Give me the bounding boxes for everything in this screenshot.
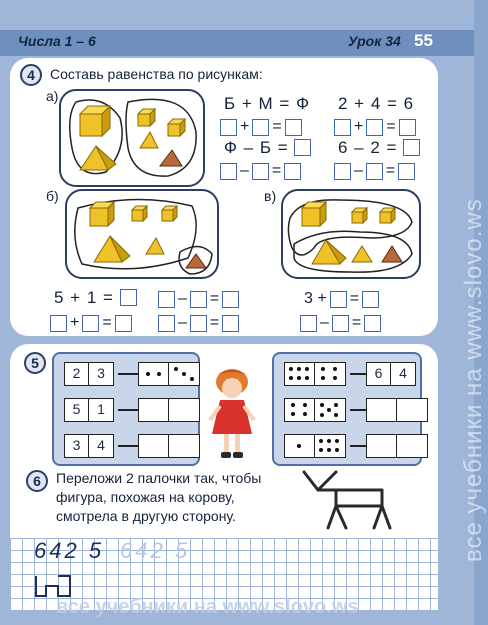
minus-sign: – — [320, 314, 329, 331]
answer-box[interactable] — [220, 119, 237, 136]
answer-box[interactable] — [300, 315, 317, 332]
label-v: в) — [264, 188, 277, 204]
equals-sign: = — [385, 162, 396, 179]
domino-frame-right — [272, 352, 422, 466]
minus-sign: – — [178, 314, 187, 331]
minus-sign: – — [240, 162, 249, 179]
cow-figure-icon — [296, 468, 392, 534]
domino-frame-left — [52, 352, 200, 466]
eq-a1-letters: Б + М = Ф — [224, 94, 310, 113]
domino-half: 4 — [399, 365, 407, 381]
answer-box[interactable] — [50, 315, 67, 332]
answer-box[interactable] — [399, 119, 416, 136]
number-domino — [64, 434, 114, 458]
task-6-line-3: смотрела в другую сторону. — [56, 508, 236, 524]
plus-sign: + — [354, 118, 364, 135]
answer-box[interactable] — [82, 315, 99, 332]
eq-a2-letters — [224, 138, 311, 158]
empty-domino[interactable] — [138, 434, 200, 458]
domino-half — [139, 363, 169, 385]
watermark-bottom: все учебники на www.slovo.ws — [56, 596, 359, 618]
minus-sign: – — [178, 290, 187, 307]
handwritten-digits: 642 5 — [34, 538, 105, 563]
answer-box[interactable] — [220, 163, 237, 180]
answer-box[interactable] — [158, 315, 175, 332]
girl-icon — [202, 364, 262, 466]
domino-half: 6 — [367, 363, 391, 385]
answer-box[interactable] — [294, 139, 311, 156]
eq-v-boxes-1 — [304, 290, 379, 308]
task-number-badge: 6 — [26, 470, 48, 492]
label-a: а) — [46, 88, 59, 104]
answer-box[interactable] — [366, 163, 383, 180]
dot-domino — [284, 398, 346, 422]
domino-half: 3 — [65, 435, 89, 457]
eq-v-boxes-2 — [300, 314, 381, 332]
dot-domino — [284, 434, 346, 458]
equals-sign: = — [349, 290, 360, 307]
label-b: б) — [46, 188, 59, 204]
answer-box[interactable] — [120, 289, 137, 306]
domino-half — [315, 399, 345, 421]
empty-domino[interactable] — [366, 398, 428, 422]
answer-box[interactable] — [252, 119, 269, 136]
girl-illustration — [202, 364, 262, 466]
task-6-line-2: фигура, похожая на корову, — [56, 489, 235, 505]
answer-box[interactable] — [403, 139, 420, 156]
task-4-instruction: Составь равенства по рисункам: — [50, 66, 263, 82]
answer-box[interactable] — [190, 291, 207, 308]
number-domino — [366, 362, 416, 386]
empty-domino[interactable] — [138, 398, 200, 422]
task-6-line-1: Переложи 2 палочки так, чтобы — [56, 470, 262, 486]
domino-half — [315, 363, 345, 385]
equals-sign: = — [209, 314, 220, 331]
minus-sign: – — [354, 162, 363, 179]
answer-box[interactable] — [330, 291, 347, 308]
domino-half: 5 — [65, 399, 89, 421]
eq-a2-boxes — [220, 162, 301, 180]
equals-sign: = — [272, 118, 282, 135]
subject-title: Числа 1 – 6 — [18, 33, 96, 49]
equals-sign: = — [271, 162, 282, 179]
picture-v-svg — [280, 188, 422, 280]
eq-b-start — [54, 288, 137, 308]
answer-box[interactable] — [284, 163, 301, 180]
picture-b-svg — [64, 188, 220, 280]
domino-half: 1 — [97, 401, 105, 417]
picture-b — [64, 188, 220, 280]
domino-half — [169, 363, 199, 385]
answer-box[interactable] — [222, 291, 239, 308]
answer-box[interactable] — [190, 315, 207, 332]
eq-b-start-text: 5 + 1 = — [54, 288, 114, 307]
eq-b-boxes-3 — [158, 314, 239, 332]
answer-box[interactable] — [366, 119, 383, 136]
watermark-vertical-text: все учебники на www.slovo.ws — [460, 198, 487, 562]
answer-box[interactable] — [362, 291, 379, 308]
eq-a2-boxes-2 — [334, 162, 415, 180]
picture-a-svg — [58, 88, 206, 188]
answer-box[interactable] — [334, 119, 351, 136]
equals-sign: = — [386, 118, 396, 135]
matchstick-cow — [296, 468, 392, 534]
dot-domino — [284, 362, 346, 386]
picture-v — [280, 188, 422, 280]
picture-a — [58, 88, 206, 188]
answer-box[interactable] — [398, 163, 415, 180]
answer-box[interactable] — [252, 163, 269, 180]
equals-sign: = — [351, 314, 362, 331]
number-domino — [64, 398, 114, 422]
domino-half — [285, 363, 315, 385]
answer-box[interactable] — [158, 291, 175, 308]
answer-box[interactable] — [285, 119, 302, 136]
eq-a2-numbers — [338, 138, 420, 158]
answer-box[interactable] — [115, 315, 132, 332]
pattern-drawing-icon — [34, 574, 84, 598]
eq-a1-boxes-2 — [334, 118, 416, 136]
eq-a2-letters-text: Ф – Б = — [224, 138, 289, 157]
number-domino — [64, 362, 114, 386]
page-header — [0, 30, 474, 56]
domino-half — [285, 435, 315, 457]
task-4-panel — [10, 58, 438, 336]
dot-domino — [138, 362, 200, 386]
page-number: 55 — [414, 31, 433, 50]
plus-sign: + — [70, 314, 80, 331]
lesson-label: Урок 34 — [348, 33, 401, 49]
domino-half: 2 — [65, 363, 89, 385]
equals-sign: = — [209, 290, 220, 307]
task-number-badge: 4 — [20, 64, 42, 86]
eq-a1-boxes — [220, 118, 302, 136]
watermark-vertical — [430, 92, 487, 562]
eq-a2-numbers-text: 6 – 2 = — [338, 138, 398, 157]
plus-sign: + — [240, 118, 250, 135]
cube-icon — [80, 106, 110, 136]
answer-box[interactable] — [364, 315, 381, 332]
domino-half: 4 — [97, 437, 105, 453]
eq-a1-numbers: 2 + 4 = 6 — [338, 94, 415, 113]
answer-box[interactable] — [222, 315, 239, 332]
equals-sign: = — [102, 314, 112, 331]
answer-box[interactable] — [332, 315, 349, 332]
domino-half — [285, 399, 315, 421]
eq-b-boxes-2 — [50, 314, 132, 332]
task-number-badge: 5 — [24, 352, 46, 374]
answer-box[interactable] — [334, 163, 351, 180]
traced-digits: 642 5 — [120, 538, 191, 563]
eq-v-start-text: 3 + — [304, 290, 327, 307]
domino-half — [315, 435, 345, 457]
empty-domino[interactable] — [366, 434, 428, 458]
domino-half: 3 — [97, 365, 105, 381]
eq-b-boxes-1 — [158, 290, 239, 308]
